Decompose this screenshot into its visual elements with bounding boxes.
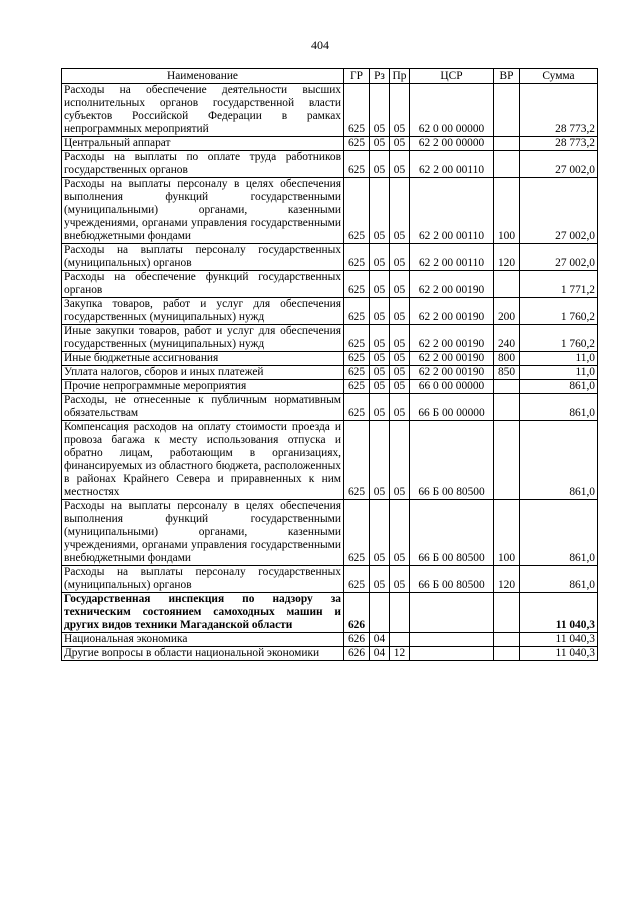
cell-rz: 05: [370, 84, 390, 137]
cell-pr: 05: [390, 325, 410, 352]
cell-sum: 1 760,2: [520, 298, 598, 325]
cell-vr: [494, 137, 520, 151]
table-row: [62, 394, 598, 421]
cell-name: Закупка товаров, работ и услуг для обеспечения государственных (муниципальных) нужд: [62, 298, 344, 325]
cell-name: Иные бюджетные ассигнования: [62, 352, 344, 366]
cell-pr: 05: [390, 421, 410, 500]
cell-sum: 28 773,2: [520, 137, 598, 151]
table-row: [62, 421, 598, 500]
cell-gr: 625: [344, 84, 370, 137]
cell-csr: 62 2 00 00190: [410, 325, 494, 352]
cell-gr: 625: [344, 271, 370, 298]
table-row: [62, 84, 598, 137]
cell-vr: 120: [494, 244, 520, 271]
cell-sum: 861,0: [520, 380, 598, 394]
cell-gr: 625: [344, 325, 370, 352]
cell-csr: 66 Б 00 80500: [410, 421, 494, 500]
cell-rz: 05: [370, 325, 390, 352]
cell-rz: 05: [370, 151, 390, 178]
cell-gr: 625: [344, 244, 370, 271]
cell-vr: [494, 271, 520, 298]
cell-name: Расходы на выплаты персоналу в целях обеспечения выполнения функций государственными (муниципальными) органами, казенными учреждениями, органами управления государственными внебюджетными фондами: [62, 500, 344, 566]
cell-pr: 05: [390, 500, 410, 566]
cell-gr: 625: [344, 421, 370, 500]
table-row: [62, 151, 598, 178]
cell-sum: 11 040,3: [520, 633, 598, 647]
cell-sum: 11 040,3: [520, 647, 598, 661]
cell-vr: [494, 647, 520, 661]
cell-vr: 800: [494, 352, 520, 366]
page-number: 404: [311, 38, 329, 52]
cell-sum: 11,0: [520, 366, 598, 380]
budget-table: [61, 68, 598, 661]
cell-vr: 100: [494, 500, 520, 566]
cell-pr: 05: [390, 394, 410, 421]
cell-rz: 05: [370, 352, 390, 366]
cell-pr: 05: [390, 566, 410, 593]
cell-pr: 05: [390, 178, 410, 244]
table-row: [62, 633, 598, 647]
cell-pr: [390, 593, 410, 633]
cell-sum: 1 760,2: [520, 325, 598, 352]
cell-gr: 625: [344, 380, 370, 394]
cell-vr: [494, 633, 520, 647]
table-row: [62, 593, 598, 633]
cell-rz: 05: [370, 298, 390, 325]
header-name: Наименование: [62, 69, 344, 84]
cell-gr: 625: [344, 178, 370, 244]
cell-csr: 66 Б 00 80500: [410, 500, 494, 566]
header-rz: Рз: [370, 69, 390, 84]
table-row: [62, 647, 598, 661]
cell-rz: 04: [370, 647, 390, 661]
cell-rz: 04: [370, 633, 390, 647]
cell-rz: 05: [370, 566, 390, 593]
header-csr: ЦСР: [410, 69, 494, 84]
cell-pr: 12: [390, 647, 410, 661]
table-header-row: [62, 69, 598, 84]
cell-sum: 861,0: [520, 394, 598, 421]
cell-vr: [494, 380, 520, 394]
cell-pr: 05: [390, 151, 410, 178]
cell-gr: 625: [344, 366, 370, 380]
cell-sum: 1 771,2: [520, 271, 598, 298]
cell-csr: [410, 647, 494, 661]
cell-name: Расходы на выплаты персоналу государственных (муниципальных) органов: [62, 244, 344, 271]
cell-name: Расходы, не отнесенные к публичным нормативным обязательствам: [62, 394, 344, 421]
cell-vr: 120: [494, 566, 520, 593]
cell-rz: 05: [370, 137, 390, 151]
header-gr: ГР: [344, 69, 370, 84]
cell-sum: 27 002,0: [520, 178, 598, 244]
cell-gr: 626: [344, 633, 370, 647]
cell-vr: [494, 394, 520, 421]
cell-vr: 240: [494, 325, 520, 352]
cell-csr: 62 2 00 00000: [410, 137, 494, 151]
table-row: [62, 325, 598, 352]
cell-pr: 05: [390, 244, 410, 271]
cell-pr: 05: [390, 366, 410, 380]
cell-name: Расходы на обеспечение деятельности высших исполнительных органов государственной власти субъектов Российской Федерации в рамках непрограммных мероприятий: [62, 84, 344, 137]
cell-rz: 05: [370, 271, 390, 298]
cell-csr: 62 2 00 00190: [410, 298, 494, 325]
table-row: [62, 298, 598, 325]
cell-name: Уплата налогов, сборов и иных платежей: [62, 366, 344, 380]
cell-csr: 62 2 00 00190: [410, 271, 494, 298]
table-row: [62, 178, 598, 244]
cell-sum: 861,0: [520, 500, 598, 566]
cell-rz: [370, 593, 390, 633]
cell-vr: [494, 421, 520, 500]
cell-csr: [410, 633, 494, 647]
cell-sum: 28 773,2: [520, 84, 598, 137]
cell-name: Прочие непрограммные мероприятия: [62, 380, 344, 394]
cell-name: Расходы на выплаты персоналу государственных (муниципальных) органов: [62, 566, 344, 593]
cell-rz: 05: [370, 394, 390, 421]
cell-csr: 66 Б 00 00000: [410, 394, 494, 421]
cell-csr: 62 2 00 00190: [410, 352, 494, 366]
cell-sum: 27 002,0: [520, 151, 598, 178]
cell-sum: 861,0: [520, 566, 598, 593]
table-row: [62, 352, 598, 366]
cell-gr: 625: [344, 394, 370, 421]
cell-pr: 05: [390, 380, 410, 394]
cell-name: Иные закупки товаров, работ и услуг для обеспечения государственных (муниципальных) нужд: [62, 325, 344, 352]
cell-csr: 62 2 00 00110: [410, 151, 494, 178]
cell-gr: 625: [344, 151, 370, 178]
cell-name: Другие вопросы в области национальной экономики: [62, 647, 344, 661]
cell-name: Национальная экономика: [62, 633, 344, 647]
cell-name: Компенсация расходов на оплату стоимости проезда и провоза багажа к месту использования отпуска и обратно лицам, работающим в организациях, финансируемых из областного бюджета, расположенных в районах Крайнего Севера и приравненных к ним местностях: [62, 421, 344, 500]
cell-gr: 625: [344, 298, 370, 325]
cell-name: Расходы на выплаты по оплате труда работников государственных органов: [62, 151, 344, 178]
header-pr: Пр: [390, 69, 410, 84]
cell-gr: 626: [344, 593, 370, 633]
cell-gr: 625: [344, 352, 370, 366]
table-row: [62, 500, 598, 566]
cell-gr: 625: [344, 566, 370, 593]
table-row: [62, 271, 598, 298]
cell-vr: 850: [494, 366, 520, 380]
cell-csr: 66 0 00 00000: [410, 380, 494, 394]
table-row: [62, 380, 598, 394]
cell-vr: [494, 593, 520, 633]
cell-name: Государственная инспекция по надзору за техническим состоянием самоходных машин и других видов техники Магаданской области: [62, 593, 344, 633]
table-row: [62, 366, 598, 380]
cell-csr: [410, 593, 494, 633]
cell-pr: 05: [390, 298, 410, 325]
cell-csr: 62 0 00 00000: [410, 84, 494, 137]
cell-csr: 62 2 00 00190: [410, 366, 494, 380]
cell-gr: 626: [344, 647, 370, 661]
cell-name: Расходы на выплаты персоналу в целях обеспечения выполнения функций государственными (муниципальными) органами, казенными учреждениями, органами управления государственными внебюджетными фондами: [62, 178, 344, 244]
cell-sum: 861,0: [520, 421, 598, 500]
cell-rz: 05: [370, 244, 390, 271]
cell-rz: 05: [370, 380, 390, 394]
cell-rz: 05: [370, 366, 390, 380]
cell-pr: 05: [390, 271, 410, 298]
cell-csr: 62 2 00 00110: [410, 178, 494, 244]
cell-gr: 625: [344, 500, 370, 566]
cell-pr: 05: [390, 137, 410, 151]
cell-sum: 11 040,3: [520, 593, 598, 633]
cell-pr: 05: [390, 352, 410, 366]
cell-sum: 11,0: [520, 352, 598, 366]
table-row: [62, 566, 598, 593]
cell-gr: 625: [344, 137, 370, 151]
header-vr: ВР: [494, 69, 520, 84]
cell-vr: 100: [494, 178, 520, 244]
cell-rz: 05: [370, 500, 390, 566]
cell-csr: 62 2 00 00110: [410, 244, 494, 271]
cell-vr: 200: [494, 298, 520, 325]
table-row: [62, 137, 598, 151]
cell-vr: [494, 151, 520, 178]
cell-csr: 66 Б 00 80500: [410, 566, 494, 593]
header-sum: Сумма: [520, 69, 598, 84]
cell-sum: 27 002,0: [520, 244, 598, 271]
table-row: [62, 244, 598, 271]
cell-name: Центральный аппарат: [62, 137, 344, 151]
cell-rz: 05: [370, 421, 390, 500]
cell-rz: 05: [370, 178, 390, 244]
cell-vr: [494, 84, 520, 137]
cell-pr: [390, 633, 410, 647]
cell-name: Расходы на обеспечение функций государственных органов: [62, 271, 344, 298]
cell-pr: 05: [390, 84, 410, 137]
